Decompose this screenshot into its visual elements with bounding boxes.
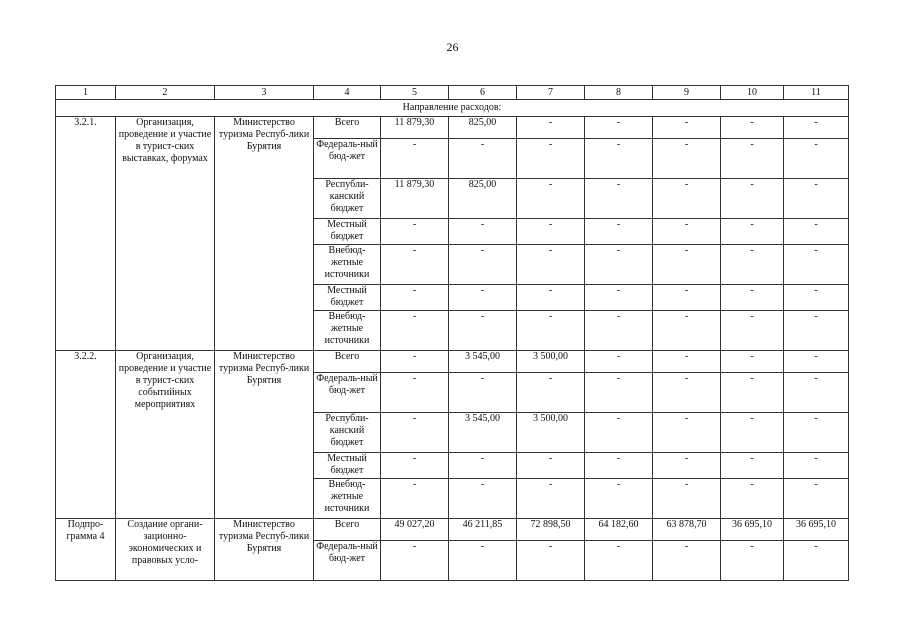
value-cell: -	[784, 117, 849, 139]
value-cell: -	[784, 311, 849, 351]
section-title: Направление расходов:	[56, 100, 849, 117]
row-organization: Министерство туризма Респуб-лики Бурятия	[215, 117, 314, 351]
value-cell: 46 211,85	[449, 519, 517, 541]
value-cell: 63 878,70	[653, 519, 721, 541]
funding-source: Республи-канский бюджет	[314, 413, 381, 453]
value-cell: -	[784, 479, 849, 519]
value-cell: 11 879,30	[381, 179, 449, 219]
value-cell: -	[721, 541, 784, 581]
value-cell: -	[449, 373, 517, 413]
value-cell: -	[721, 479, 784, 519]
row-name: Организация, проведение и участие в турист-ских выставках, форумах	[116, 117, 215, 351]
row-code: 3.2.2.	[56, 351, 116, 519]
value-cell: -	[585, 245, 653, 285]
value-cell: -	[381, 311, 449, 351]
funding-source: Федераль-ный бюд-жет	[314, 139, 381, 179]
column-number: 8	[585, 86, 653, 100]
funding-source: Всего	[314, 117, 381, 139]
column-number: 9	[653, 86, 721, 100]
column-number: 11	[784, 86, 849, 100]
column-number: 1	[56, 86, 116, 100]
table-row	[56, 519, 849, 541]
value-cell: -	[381, 541, 449, 581]
value-cell: -	[653, 351, 721, 373]
value-cell: -	[381, 453, 449, 479]
value-cell: -	[721, 245, 784, 285]
value-cell: -	[653, 219, 721, 245]
row-organization: Министерство туризма Респуб-лики Бурятия	[215, 519, 314, 581]
funding-source: Всего	[314, 351, 381, 373]
value-cell: -	[449, 541, 517, 581]
section-row	[56, 100, 849, 117]
value-cell: -	[381, 479, 449, 519]
value-cell: -	[381, 373, 449, 413]
value-cell: -	[517, 285, 585, 311]
value-cell: -	[517, 479, 585, 519]
column-number: 6	[449, 86, 517, 100]
value-cell: -	[784, 245, 849, 285]
value-cell: -	[784, 139, 849, 179]
value-cell: -	[784, 285, 849, 311]
value-cell: -	[585, 311, 653, 351]
row-name: Организация, проведение и участие в турист-ских событийных мероприятиях	[116, 351, 215, 519]
row-organization: Министерство туризма Респуб-лики Бурятия	[215, 351, 314, 519]
value-cell: -	[585, 541, 653, 581]
column-number: 7	[517, 86, 585, 100]
value-cell: -	[653, 453, 721, 479]
value-cell: -	[449, 245, 517, 285]
value-cell: -	[517, 453, 585, 479]
value-cell: 72 898,50	[517, 519, 585, 541]
value-cell: -	[653, 541, 721, 581]
value-cell: -	[721, 139, 784, 179]
row-code: Подпро-грамма 4	[56, 519, 116, 581]
value-cell: 825,00	[449, 179, 517, 219]
row-name: Создание органи-зационно-экономических и правовых усло-	[116, 519, 215, 581]
value-cell: -	[721, 285, 784, 311]
budget-table	[55, 85, 849, 581]
value-cell: -	[381, 245, 449, 285]
column-number: 4	[314, 86, 381, 100]
funding-source: Местный бюджет	[314, 285, 381, 311]
value-cell: -	[784, 453, 849, 479]
value-cell: -	[449, 453, 517, 479]
value-cell: -	[721, 311, 784, 351]
value-cell: -	[449, 479, 517, 519]
value-cell: -	[653, 117, 721, 139]
value-cell: -	[517, 179, 585, 219]
value-cell: 3 545,00	[449, 413, 517, 453]
column-number: 3	[215, 86, 314, 100]
value-cell: -	[653, 179, 721, 219]
value-cell: -	[653, 479, 721, 519]
value-cell: -	[517, 311, 585, 351]
value-cell: 49 027,20	[381, 519, 449, 541]
value-cell: 3 500,00	[517, 413, 585, 453]
table-row	[56, 117, 849, 139]
value-cell: -	[585, 219, 653, 245]
value-cell: -	[381, 351, 449, 373]
value-cell: -	[653, 413, 721, 453]
column-number-row	[56, 86, 849, 100]
value-cell: -	[784, 541, 849, 581]
value-cell: -	[517, 117, 585, 139]
value-cell: -	[585, 453, 653, 479]
value-cell: -	[517, 373, 585, 413]
value-cell: -	[585, 479, 653, 519]
value-cell: -	[517, 219, 585, 245]
value-cell: -	[381, 139, 449, 179]
funding-source: Местный бюджет	[314, 219, 381, 245]
funding-source: Внебюд-жетные источники	[314, 245, 381, 285]
value-cell: 64 182,60	[585, 519, 653, 541]
table-row	[56, 351, 849, 373]
value-cell: -	[585, 351, 653, 373]
value-cell: -	[585, 117, 653, 139]
row-code: 3.2.1.	[56, 117, 116, 351]
value-cell: -	[653, 245, 721, 285]
value-cell: -	[585, 413, 653, 453]
funding-source: Федераль-ный бюд-жет	[314, 373, 381, 413]
value-cell: -	[449, 285, 517, 311]
value-cell: -	[517, 541, 585, 581]
value-cell: -	[653, 311, 721, 351]
funding-source: Внебюд-жетные источники	[314, 479, 381, 519]
value-cell: -	[449, 139, 517, 179]
funding-source: Внебюд-жетные источники	[314, 311, 381, 351]
value-cell: -	[585, 285, 653, 311]
value-cell: -	[784, 351, 849, 373]
value-cell: -	[653, 139, 721, 179]
value-cell: -	[784, 219, 849, 245]
value-cell: 825,00	[449, 117, 517, 139]
funding-source: Федераль-ный бюд-жет	[314, 541, 381, 581]
value-cell: 3 545,00	[449, 351, 517, 373]
value-cell: -	[721, 413, 784, 453]
value-cell: -	[653, 373, 721, 413]
funding-source: Республи-канский бюджет	[314, 179, 381, 219]
column-number: 10	[721, 86, 784, 100]
funding-source: Местный бюджет	[314, 453, 381, 479]
value-cell: -	[381, 413, 449, 453]
value-cell: -	[517, 139, 585, 179]
value-cell: 3 500,00	[517, 351, 585, 373]
column-number: 2	[116, 86, 215, 100]
value-cell: -	[721, 219, 784, 245]
value-cell: -	[721, 117, 784, 139]
value-cell: -	[585, 373, 653, 413]
value-cell: 11 879,30	[381, 117, 449, 139]
value-cell: -	[449, 219, 517, 245]
value-cell: -	[517, 245, 585, 285]
value-cell: -	[721, 453, 784, 479]
value-cell: -	[381, 219, 449, 245]
value-cell: -	[449, 311, 517, 351]
value-cell: 36 695,10	[784, 519, 849, 541]
column-number: 5	[381, 86, 449, 100]
value-cell: -	[721, 351, 784, 373]
funding-source: Всего	[314, 519, 381, 541]
value-cell: -	[721, 373, 784, 413]
value-cell: -	[653, 285, 721, 311]
value-cell: -	[585, 139, 653, 179]
value-cell: 36 695,10	[721, 519, 784, 541]
value-cell: -	[784, 179, 849, 219]
page-number: 26	[446, 40, 459, 54]
value-cell: -	[381, 285, 449, 311]
value-cell: -	[784, 373, 849, 413]
value-cell: -	[585, 179, 653, 219]
value-cell: -	[721, 179, 784, 219]
value-cell: -	[784, 413, 849, 453]
